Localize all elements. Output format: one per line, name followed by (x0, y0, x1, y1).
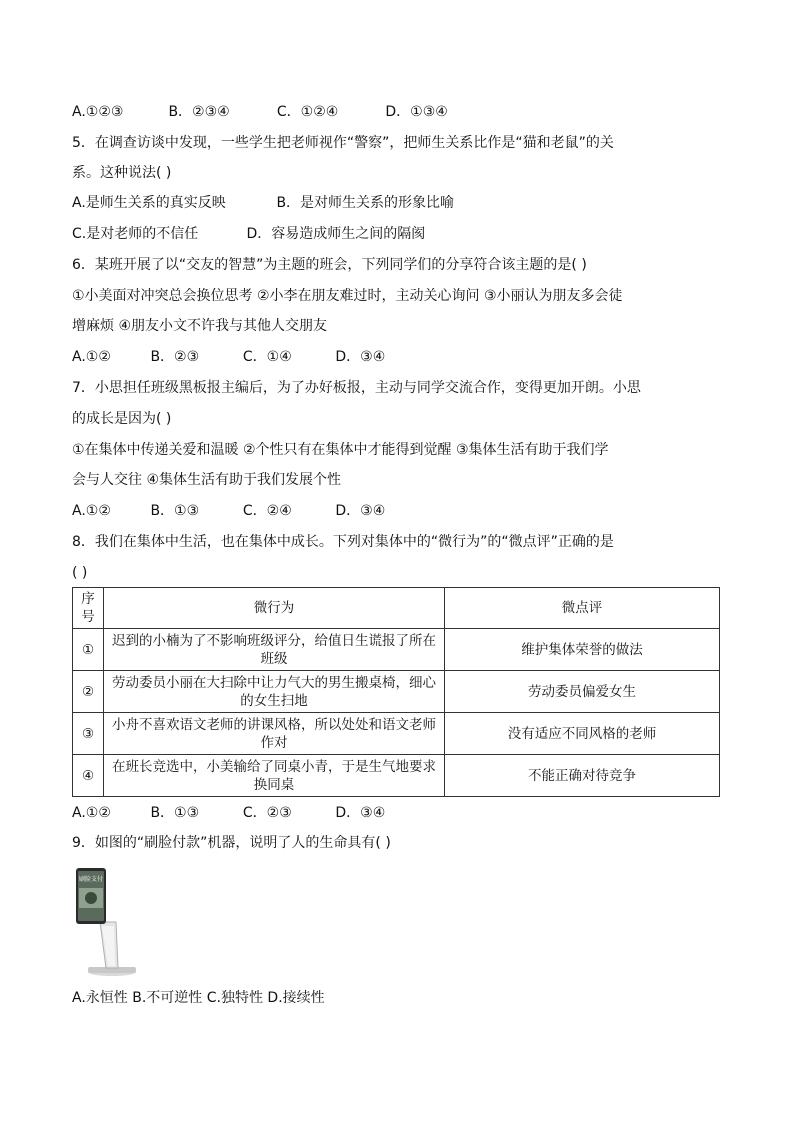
q4-option-b: B．②③④ (168, 104, 230, 120)
q4-option-c: C．①②④ (276, 104, 339, 120)
q6-items-line1: ①小美面对冲突总会换位思考 ②小李在朋友难过时，主动关心询问 ③小丽认为朋友多会徒 (72, 288, 623, 304)
q5-option-c: C.是对老师的不信任 (72, 226, 199, 242)
table-row (73, 713, 720, 755)
q6-items-line2: 增麻烦 ④朋友小文不许我与其他人交朋友 (72, 318, 327, 334)
face-payment-device-image (72, 866, 138, 978)
row-index: ① (73, 629, 104, 671)
row-comment: 不能正确对待竞争 (445, 755, 720, 797)
header-comment: 微点评 (445, 588, 720, 629)
table-row (73, 755, 720, 797)
q8-options (72, 803, 722, 823)
q7-options (72, 501, 722, 521)
q6-option-b: B．②③ (150, 349, 200, 365)
q8-option-c: C．②③ (242, 805, 292, 821)
q5-options-row2 (72, 224, 722, 244)
q9-stem: 9．如图的“刷脸付款”机器，说明了人的生命具有( ) (72, 835, 391, 851)
table-row (73, 629, 720, 671)
row-comment: 维护集体荣誉的做法 (445, 629, 720, 671)
q9-options: A.永恒性 B.不可逆性 C.独特性 D.接续性 (72, 990, 325, 1006)
row-index: ④ (73, 755, 104, 797)
table-row (73, 671, 720, 713)
row-comment: 劳动委员偏爱女生 (445, 671, 720, 713)
device-screen-text: 刷脸支付 (78, 876, 104, 883)
row-behavior: 迟到的小楠为了不影响班级评分，给值日生谎报了所在班级 (104, 629, 445, 671)
q6-stem: 6．某班开展了以“交友的智慧”为主题的班会，下列同学们的分享符合该主题的是( ) (72, 257, 587, 273)
q7-stem-line1: 7．小思担任班级黑板报主编后，为了办好板报，主动与同学交流合作，变得更加开朗。小思 (72, 380, 641, 396)
q5-option-d: D．容易造成师生之间的隔阂 (246, 226, 426, 242)
q8-table (72, 587, 720, 797)
q6-option-a: A.①② (72, 349, 111, 365)
q4-options (72, 102, 722, 122)
q8-option-d: D．③④ (335, 805, 386, 821)
q8-stem-line1: 8．我们在集体中生活，也在集体中成长。下列对集体中的“微行为”的“微点评”正确的是 (72, 534, 614, 550)
q8-stem-line2: ( ) (72, 565, 88, 581)
q6-option-d: D．③④ (335, 349, 386, 365)
row-behavior: 小舟不喜欢语文老师的讲课风格，所以处处和语文老师作对 (104, 713, 445, 755)
row-index: ③ (73, 713, 104, 755)
q7-stem-line2: 的成长是因为( ) (72, 411, 172, 427)
q8-option-b: B．①③ (150, 805, 200, 821)
q6-option-c: C．①④ (242, 349, 292, 365)
q5-options-row1 (72, 193, 722, 213)
q5-option-b: B．是对师生关系的形象比喻 (276, 195, 455, 211)
q5-stem-line1: 5．在调查访谈中发现，一些学生把老师视作“警察”，把师生关系比作是“猫和老鼠”的关 (72, 135, 614, 151)
q8-table-header (73, 588, 720, 629)
header-index: 序号 (73, 588, 104, 629)
q5-option-a: A.是师生关系的真实反映 (72, 195, 226, 211)
header-behavior: 微行为 (104, 588, 445, 629)
q8-option-a: A.①② (72, 805, 111, 821)
q5-stem-line2: 系。这种说法( ) (72, 165, 172, 181)
q7-items-line2: 会与人交往 ④集体生活有助于我们发展个性 (72, 472, 341, 488)
q7-option-c: C．②④ (242, 503, 292, 519)
q6-options (72, 347, 722, 367)
q7-option-a: A.①② (72, 503, 111, 519)
row-index: ② (73, 671, 104, 713)
q7-items-line1: ①在集体中传递关爱和温暖 ②个性只有在集体中才能得到觉醒 ③集体生活有助于我们学 (72, 442, 609, 458)
row-comment: 没有适应不同风格的老师 (445, 713, 720, 755)
row-behavior: 在班长竞选中，小美输给了同桌小青，于是生气地要求换同桌 (104, 755, 445, 797)
row-behavior: 劳动委员小丽在大扫除中让力气大的男生搬桌椅，细心的女生扫地 (104, 671, 445, 713)
q4-option-a: A.①②③ (72, 104, 124, 120)
q7-option-b: B．①③ (150, 503, 200, 519)
q4-option-d: D．①③④ (385, 104, 448, 120)
q7-option-d: D．③④ (335, 503, 386, 519)
